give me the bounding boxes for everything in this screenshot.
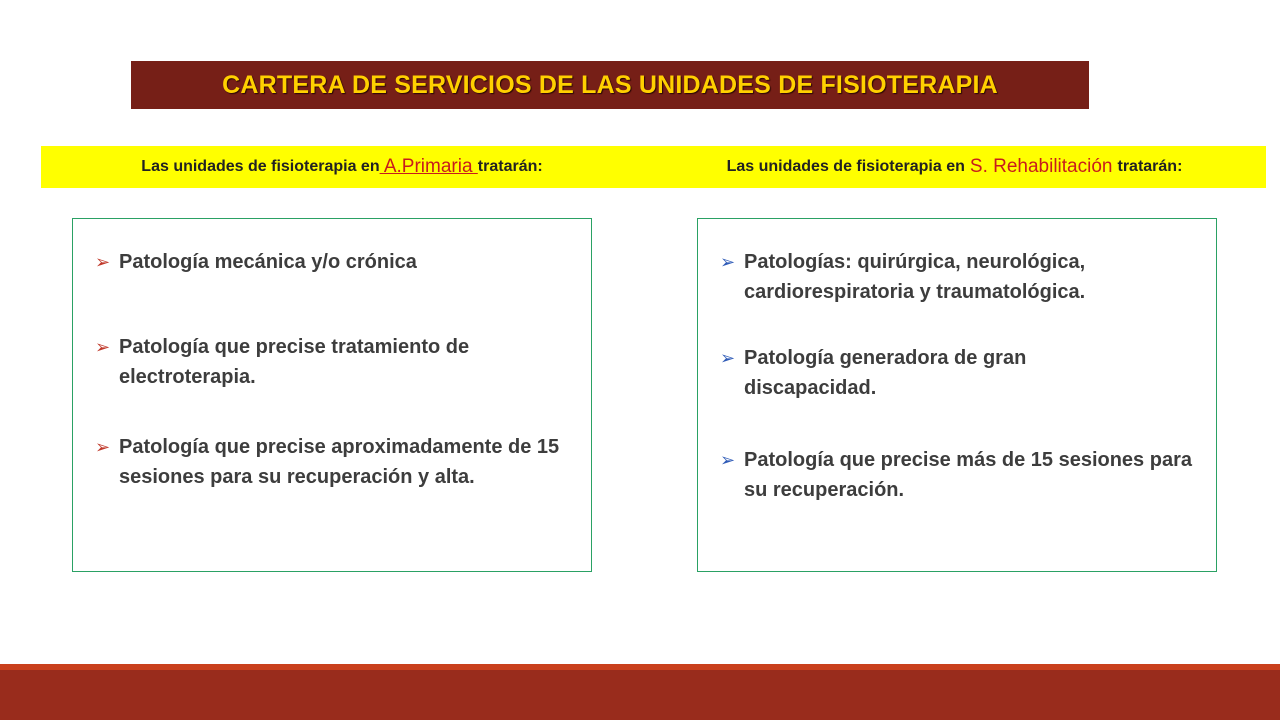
title-banner [131, 61, 1089, 109]
list-item [95, 432, 591, 492]
left-column-header [41, 146, 643, 188]
list-item [720, 445, 1196, 505]
right-header-prefix: Las unidades de fisioterapia en [726, 158, 965, 175]
list-item [95, 332, 565, 392]
left-header-highlight: A.Primaria [379, 156, 478, 177]
list-item-text: Patología que precise tratamiento de electroterapia. [119, 336, 470, 388]
page-title: CARTERA DE SERVICIOS DE LAS UNIDADES DE FISIOTERAPIA [222, 70, 998, 99]
left-header-prefix: Las unidades de fisioterapia en [141, 158, 380, 175]
arrow-bullet-icon: ➢ [720, 348, 736, 368]
list-item [720, 247, 1160, 307]
right-column-header [643, 146, 1266, 188]
arrow-bullet-icon: ➢ [95, 337, 111, 357]
list-item-text: Patología generadora de gran discapacidad. [744, 347, 1027, 399]
arrow-bullet-icon: ➢ [720, 252, 736, 272]
left-header-suffix: tratarán: [477, 158, 543, 175]
right-header-suffix: tratarán: [1117, 158, 1183, 175]
list-item-text: Patologías: quirúrgica, neurológica, cardiorespiratoria y traumatológica. [744, 251, 1086, 303]
list-item-text: Patología que precise más de 15 sesiones para su recuperación. [744, 449, 1192, 501]
list-item-text: Patología que precise aproximadamente de 15 sesiones para su recuperación y alta. [119, 436, 560, 488]
arrow-bullet-icon: ➢ [720, 450, 736, 470]
right-services-box [697, 218, 1217, 572]
arrow-bullet-icon: ➢ [95, 437, 111, 457]
list-item [95, 247, 575, 277]
right-header-highlight: S. Rehabilitación [969, 156, 1113, 177]
footer-bar [0, 670, 1280, 720]
left-services-box [72, 218, 592, 572]
list-item [720, 343, 1100, 403]
list-item-text: Patología mecánica y/o crónica [119, 251, 417, 273]
arrow-bullet-icon: ➢ [95, 252, 111, 272]
